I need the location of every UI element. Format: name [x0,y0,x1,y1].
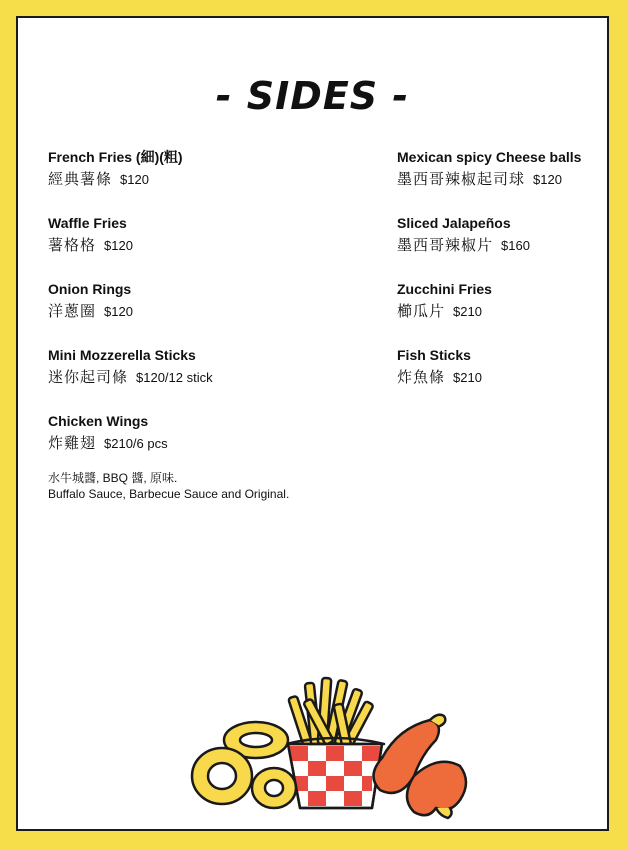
item-price: $120 [533,172,562,187]
item-name-en: Mini Mozzerella Sticks [48,347,196,363]
page-title: - SIDES - [215,74,410,118]
item-name-zh: 迷你起司條 [48,369,129,386]
item-name-en: Onion Rings [48,281,132,297]
menu-item [397,346,607,412]
menu-item [48,148,348,214]
item-name-zh: 炸魚條 [397,369,446,386]
right-menu-column [397,148,607,412]
menu-item [48,214,348,280]
item-price: $160 [501,238,530,253]
item-price: $120 [104,238,133,253]
menu-item [397,148,607,214]
item-name-en: Chicken Wings [48,413,149,429]
item-name-en: Zucchini Fries [397,281,492,297]
item-name-en: Sliced Jalapeños [397,215,511,231]
item-name-zh: 洋蔥圈 [48,303,97,320]
item-price: $210 [453,370,482,385]
item-price: $120 [104,304,133,319]
sauce-note-en: Buffalo Sauce, Barbecue Sauce and Original. [48,487,290,501]
item-price: $120/12 stick [136,370,213,385]
menu-item [48,280,348,346]
sauce-note [48,470,289,502]
item-name-zh: 墨西哥辣椒片 [397,237,494,254]
menu-page [16,16,609,831]
item-name-en: French Fries (細)(粗) [48,149,183,165]
item-name-en: Mexican spicy Cheese balls [397,149,582,165]
fries-onion-rings-wings-illustration [168,658,468,823]
item-name-en: Waffle Fries [48,215,127,231]
left-menu-column [48,148,348,478]
item-name-zh: 經典薯條 [48,171,113,188]
menu-item [397,280,607,346]
item-name-zh: 墨西哥辣椒起司球 [397,171,526,188]
item-price: $210 [453,304,482,319]
item-price: $210/6 pcs [104,436,168,451]
menu-item [397,214,607,280]
item-name-zh: 炸雞翅 [48,435,97,452]
item-name-zh: 櫛瓜片 [397,303,446,320]
menu-item [48,412,348,478]
item-name-zh: 薯格格 [48,237,97,254]
food-illustration-icon [168,658,468,823]
item-name-en: Fish Sticks [397,347,471,363]
menu-item [48,346,348,412]
item-price: $120 [120,172,149,187]
sauce-note-zh: 水牛城醬, BBQ 醬, 原味. [48,471,178,485]
